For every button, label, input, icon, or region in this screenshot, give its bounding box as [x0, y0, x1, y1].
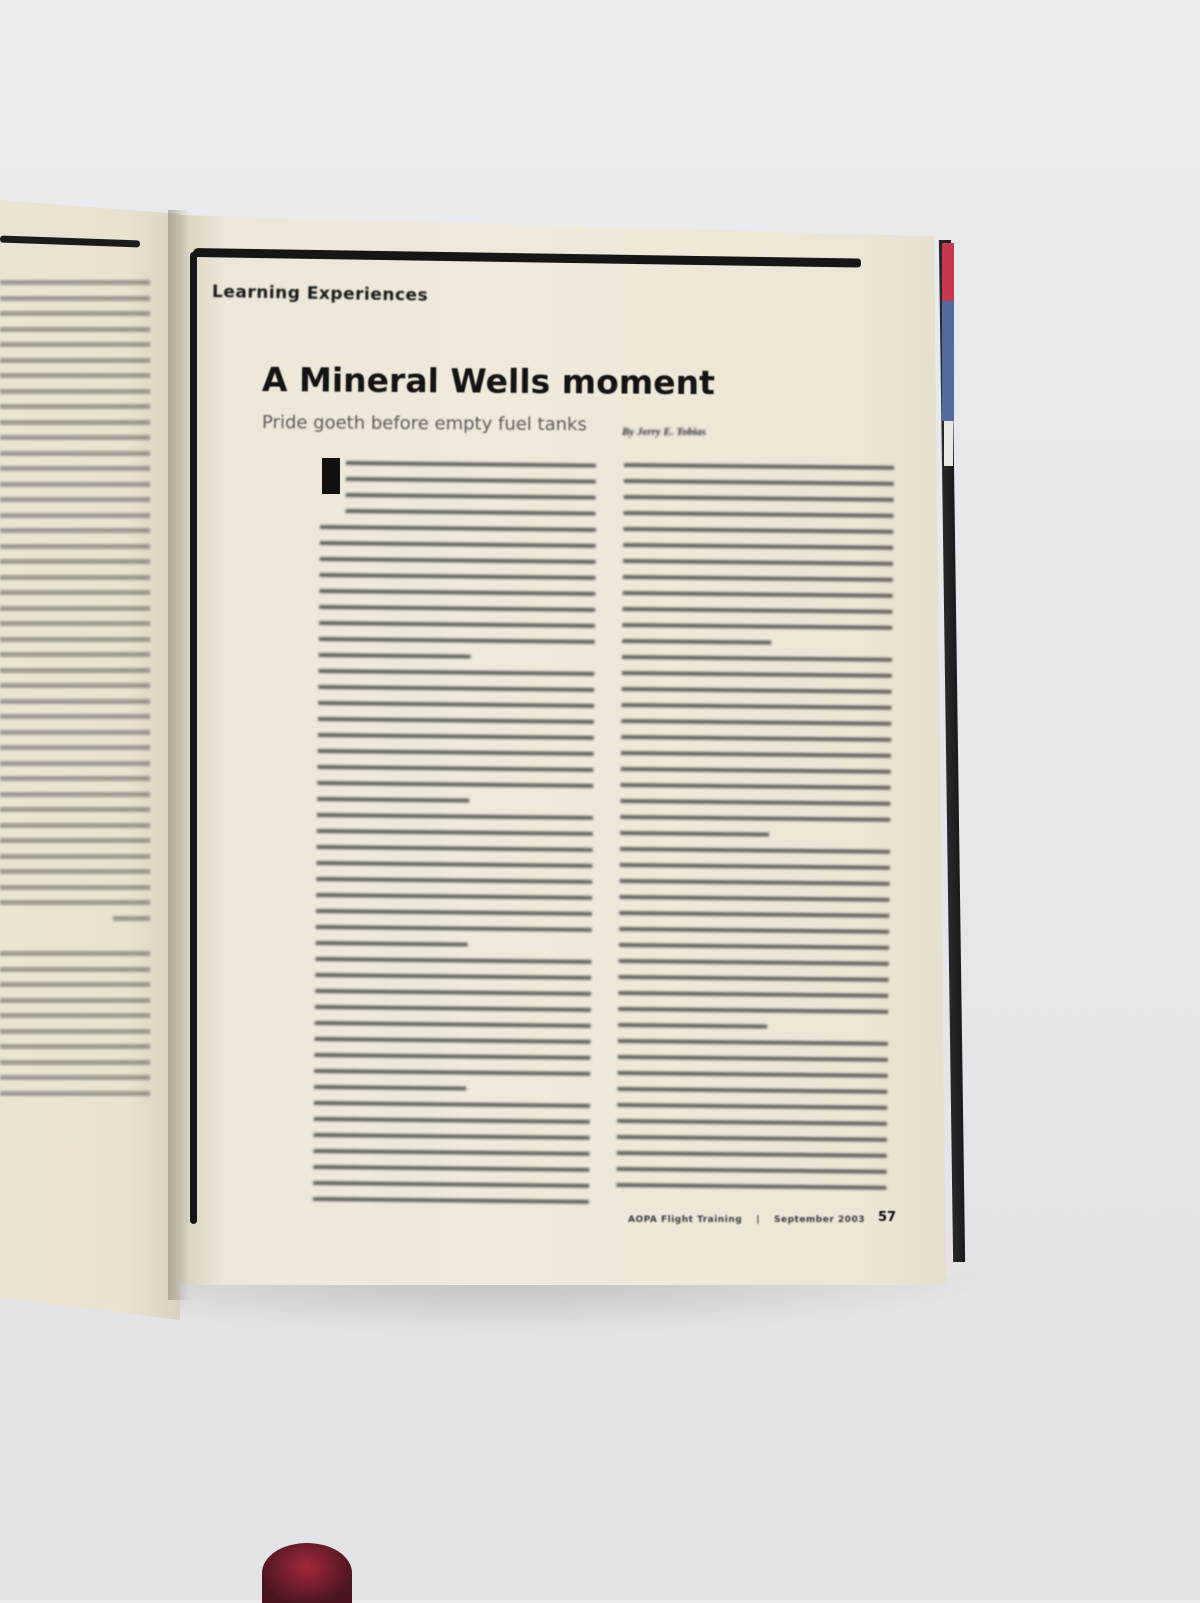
text-line	[0, 373, 150, 378]
text-line	[622, 655, 892, 662]
text-line	[620, 847, 890, 854]
text-line	[619, 959, 889, 966]
page-edge-blue-tab	[942, 301, 954, 421]
footer-date: September 2003	[773, 1215, 865, 1225]
text-line	[0, 280, 150, 285]
text-line	[0, 575, 150, 580]
text-line	[0, 776, 150, 781]
left-page	[0, 200, 180, 1320]
text-line	[317, 845, 593, 852]
section-label: Learning Experiences	[211, 282, 429, 306]
text-line	[0, 1013, 150, 1018]
text-line	[620, 815, 890, 822]
text-line	[318, 685, 594, 692]
text-line	[317, 781, 593, 788]
text-line	[618, 991, 888, 998]
text-line	[622, 671, 892, 678]
text-line	[0, 466, 150, 471]
text-line	[316, 861, 592, 868]
text-line	[319, 637, 595, 644]
page-edge-red-tab	[942, 243, 954, 301]
drop-cap	[322, 458, 340, 494]
text-line	[621, 735, 891, 742]
text-line	[0, 513, 150, 518]
text-line	[621, 703, 891, 710]
text-line	[0, 998, 150, 1003]
text-line	[621, 751, 891, 758]
article-subtitle: Pride goeth before empty fuel tanks	[261, 412, 587, 436]
text-line	[618, 1055, 888, 1062]
text-line	[316, 893, 592, 900]
text-line	[620, 831, 769, 837]
text-line	[0, 900, 150, 905]
text-line	[620, 863, 890, 870]
text-line	[0, 296, 150, 301]
page-footer: AOPA Flight Training | September 2003	[628, 1215, 865, 1225]
text-line	[319, 653, 471, 659]
text-line	[621, 767, 891, 774]
text-line	[314, 1053, 590, 1060]
text-line	[0, 389, 150, 394]
text-line	[0, 792, 150, 797]
text-line	[0, 435, 150, 440]
text-line	[0, 838, 150, 843]
text-line	[0, 714, 150, 719]
text-line	[345, 509, 595, 516]
text-line	[619, 943, 889, 950]
text-line	[315, 989, 591, 996]
text-line	[622, 623, 892, 630]
text-line	[0, 497, 150, 502]
text-line	[314, 1069, 590, 1076]
text-line	[0, 951, 150, 956]
text-line	[617, 1119, 887, 1126]
text-line	[319, 589, 595, 596]
text-line	[317, 813, 593, 820]
text-line	[0, 885, 150, 890]
text-line	[318, 749, 594, 756]
body-column-1	[313, 525, 596, 1216]
text-line	[623, 527, 893, 534]
text-line	[618, 1023, 767, 1029]
text-line	[623, 511, 893, 518]
left-page-rule	[0, 236, 140, 248]
text-line	[623, 543, 893, 550]
text-line	[346, 493, 596, 500]
text-line	[621, 783, 891, 790]
text-line	[0, 683, 150, 688]
text-line	[0, 854, 150, 859]
text-line	[0, 482, 150, 487]
text-line	[313, 1149, 589, 1156]
page-edge-white-tab	[944, 421, 953, 466]
text-line	[623, 575, 893, 582]
text-line	[314, 1133, 590, 1140]
left-page-text	[0, 280, 150, 1106]
text-line	[0, 1029, 150, 1034]
text-line	[0, 761, 150, 766]
text-line	[0, 1075, 150, 1080]
text-line	[0, 668, 150, 673]
text-line	[316, 925, 592, 932]
text-line	[621, 719, 891, 726]
text-line	[315, 1005, 591, 1012]
body-column-2	[616, 463, 894, 1202]
text-line	[619, 975, 889, 982]
text-line	[315, 1037, 591, 1044]
text-line	[623, 591, 893, 598]
text-line	[0, 730, 150, 735]
margin-rule	[190, 252, 197, 1224]
text-line	[0, 327, 150, 332]
text-line	[0, 823, 150, 828]
text-line	[0, 1060, 150, 1065]
footer-publication: AOPA Flight Training	[628, 1215, 743, 1225]
text-line	[620, 799, 890, 806]
text-line	[316, 877, 592, 884]
body-column-1-intro	[345, 461, 596, 528]
text-line	[0, 1044, 150, 1049]
text-line	[620, 879, 890, 886]
text-line	[313, 1165, 589, 1172]
text-line	[0, 311, 150, 316]
text-line	[618, 1071, 888, 1078]
text-line	[315, 973, 591, 980]
text-line	[0, 544, 150, 549]
text-line	[316, 909, 592, 916]
text-line	[113, 916, 151, 921]
text-line	[0, 869, 150, 874]
text-line	[316, 941, 468, 947]
text-line	[319, 573, 595, 580]
text-line	[623, 559, 893, 566]
text-line	[619, 911, 889, 918]
text-line	[0, 699, 150, 704]
text-line	[318, 717, 594, 724]
text-line	[617, 1087, 887, 1094]
foreground-object	[262, 1543, 352, 1603]
text-line	[624, 495, 894, 502]
text-line	[0, 967, 150, 972]
text-line	[0, 559, 150, 564]
text-line	[0, 982, 150, 987]
text-line	[0, 528, 150, 533]
text-line	[318, 701, 594, 708]
text-line	[317, 829, 593, 836]
text-line	[320, 541, 596, 548]
text-line	[618, 1039, 888, 1046]
text-line	[317, 797, 469, 803]
text-line	[315, 1021, 591, 1028]
text-line	[0, 606, 150, 611]
text-line	[319, 605, 595, 612]
text-line	[619, 895, 889, 902]
article-byline: By Jerry E. Tobias	[622, 426, 706, 438]
text-line	[0, 420, 150, 425]
text-line	[617, 1103, 887, 1110]
text-line	[617, 1167, 887, 1174]
text-line	[618, 1007, 888, 1014]
text-line	[0, 745, 150, 750]
article-title: A Mineral Wells moment	[261, 360, 715, 403]
text-line	[318, 669, 594, 676]
text-line	[0, 358, 150, 363]
text-line	[622, 687, 892, 694]
text-line	[617, 1151, 887, 1158]
text-line	[314, 1085, 466, 1091]
text-line	[622, 607, 892, 614]
text-line	[320, 557, 596, 564]
text-line	[0, 621, 150, 626]
text-line	[0, 404, 150, 409]
text-line	[616, 1183, 886, 1190]
page-number: 57	[878, 1210, 897, 1225]
text-line	[313, 1181, 589, 1188]
text-line	[313, 1197, 589, 1204]
text-line	[317, 765, 593, 772]
text-line	[0, 451, 150, 456]
text-line	[0, 590, 150, 595]
text-line	[0, 342, 150, 347]
text-line	[0, 807, 150, 812]
text-line	[619, 927, 889, 934]
text-line	[319, 621, 595, 628]
text-line	[622, 639, 771, 645]
text-line	[346, 477, 596, 484]
text-line	[0, 652, 150, 657]
text-line	[0, 1091, 150, 1096]
text-line	[318, 733, 594, 740]
text-line	[314, 1117, 590, 1124]
text-line	[0, 637, 150, 642]
text-line	[315, 957, 591, 964]
text-line	[617, 1135, 887, 1142]
spine-shadow	[168, 210, 190, 1300]
text-line	[624, 479, 894, 486]
text-line	[314, 1101, 590, 1108]
